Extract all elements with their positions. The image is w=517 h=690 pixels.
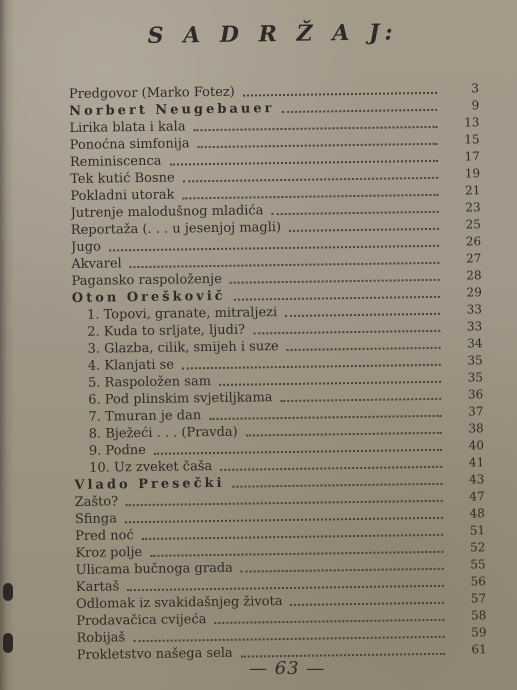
toc-entry-label: Pagansko raspoloženje bbox=[71, 271, 222, 289]
toc-entry-label: Oton Oreškovič bbox=[71, 288, 226, 306]
toc-leader-dots bbox=[253, 329, 440, 334]
toc-leader-dots bbox=[154, 448, 442, 454]
toc-entry-label: 8. Bježeći . . . (Pravda) bbox=[88, 424, 238, 442]
toc-page-number: 52 bbox=[469, 540, 486, 555]
toc-page-number: 47 bbox=[469, 489, 485, 504]
toc-leader-dots bbox=[183, 193, 439, 199]
toc-leader-dots bbox=[214, 618, 444, 623]
toc-leader-dots bbox=[169, 159, 437, 165]
toc-leader-dots bbox=[109, 244, 439, 251]
toc-page-number: 3 bbox=[471, 81, 480, 96]
toc-page-number: 33 bbox=[466, 319, 483, 334]
toc-entry-label: 9. Podne bbox=[88, 442, 147, 459]
toc-entry-label: 2. Kuda to srljate, ljudi? bbox=[87, 322, 246, 340]
toc-leader-dots bbox=[219, 380, 441, 385]
toc-entry-label: Prodavačica cvijeća bbox=[76, 612, 207, 629]
toc-page-number: 41 bbox=[468, 455, 485, 470]
toc-leader-dots bbox=[194, 125, 438, 130]
toc-page-number: 38 bbox=[468, 421, 484, 436]
toc-leader-dots bbox=[243, 91, 437, 96]
toc-page-number: 57 bbox=[470, 591, 487, 606]
toc-leader-dots bbox=[285, 312, 440, 316]
ink-mark bbox=[3, 583, 13, 601]
toc-leader-dots bbox=[246, 431, 442, 436]
toc-entry-label: Prokletstvo našega sela bbox=[76, 645, 233, 663]
toc-leader-dots bbox=[125, 516, 443, 522]
toc-entry-label: 4. Klanjati se bbox=[87, 357, 175, 374]
toc-page-number: 55 bbox=[470, 557, 486, 572]
toc-entry-label: 7. Tmuran je dan bbox=[88, 408, 202, 425]
toc-page-number: 28 bbox=[466, 268, 482, 283]
toc-page-number: 43 bbox=[469, 472, 485, 487]
toc-page-number: 37 bbox=[468, 404, 484, 419]
toc-page-number: 15 bbox=[464, 132, 480, 147]
toc-entry-label: Norbert Neugebauer bbox=[69, 101, 275, 119]
toc-page-number: 33 bbox=[466, 302, 483, 317]
toc-entry-label: Jutrenje malodušnog mladića bbox=[70, 203, 264, 221]
toc-leader-dots bbox=[230, 278, 440, 283]
toc-entry-label: Odlomak iz svakidašnjeg života bbox=[76, 594, 283, 612]
table-of-contents bbox=[68, 18, 487, 664]
toc-page-number: 21 bbox=[464, 183, 481, 198]
toc-entry-label: Predgovor (Marko Fotez) bbox=[68, 84, 235, 102]
toc-leader-dots bbox=[280, 397, 441, 401]
toc-list bbox=[69, 80, 487, 664]
toc-page-number: 48 bbox=[469, 506, 485, 521]
toc-leader-dots bbox=[183, 176, 438, 182]
toc-leader-dots bbox=[150, 550, 443, 556]
toc-page-number: 9 bbox=[471, 98, 480, 113]
toc-page-number: 23 bbox=[465, 200, 481, 215]
toc-leader-dots bbox=[289, 227, 439, 231]
toc-entry-label: Ulicama bučnoga grada bbox=[75, 560, 233, 578]
toc-page-number: 13 bbox=[464, 115, 480, 130]
toc-leader-dots bbox=[271, 210, 438, 214]
ink-mark bbox=[3, 633, 13, 653]
toc-entry-label: 10. Uz zveket čaša bbox=[89, 459, 213, 476]
toc-leader-dots bbox=[198, 142, 438, 147]
toc-entry-label: 3. Glazba, cilik, smijeh i suze bbox=[87, 339, 279, 357]
toc-leader-dots bbox=[126, 499, 443, 505]
toc-entry-label: Zašto? bbox=[74, 494, 119, 510]
toc-leader-dots bbox=[209, 414, 441, 419]
toc-entry-label: Kartaš bbox=[75, 579, 120, 595]
toc-page-number: 35 bbox=[467, 353, 483, 368]
toc-entry-label: 1. Topovi, granate, mitraljezi bbox=[86, 305, 278, 323]
toc-entry-label: Reminiscenca bbox=[69, 153, 162, 170]
toc-leader-dots bbox=[127, 584, 444, 590]
toc-page-number: 29 bbox=[466, 285, 482, 300]
page-footer-number: — 63 — bbox=[249, 658, 326, 679]
toc-page-number: 19 bbox=[464, 166, 481, 181]
toc-leader-dots bbox=[133, 635, 444, 641]
toc-leader-dots bbox=[182, 363, 441, 369]
toc-page-number: 40 bbox=[468, 438, 485, 453]
toc-entry-label: 6. Pod plinskim svjetiljkama bbox=[88, 390, 273, 408]
toc-page-number: 61 bbox=[471, 642, 487, 657]
toc-page-number: 51 bbox=[469, 523, 486, 538]
toc-leader-dots bbox=[233, 482, 443, 487]
toc-leader-dots bbox=[287, 346, 441, 350]
toc-leader-dots bbox=[241, 652, 445, 657]
toc-leader-dots bbox=[142, 533, 443, 539]
toc-page-number: 26 bbox=[465, 234, 482, 249]
toc-page-number: 27 bbox=[465, 251, 482, 266]
toc-leader-dots bbox=[291, 601, 445, 605]
toc-entry-label: Jugo bbox=[71, 239, 101, 255]
page-title: S A D R Ž A J: bbox=[147, 19, 399, 49]
toc-page-number: 25 bbox=[465, 217, 481, 232]
toc-page-number: 34 bbox=[467, 336, 483, 351]
toc-leader-dots bbox=[220, 465, 442, 470]
toc-entry-label: Tek kutić Bosne bbox=[70, 170, 175, 187]
toc-leader-dots bbox=[282, 108, 437, 112]
toc-page-number: 56 bbox=[470, 574, 486, 589]
toc-entry-label: Pred noć bbox=[75, 528, 134, 544]
toc-page-number: 17 bbox=[464, 149, 480, 164]
toc-leader-dots bbox=[130, 261, 440, 267]
toc-entry-label: Ponoćna simfonija bbox=[69, 136, 190, 153]
toc-leader-dots bbox=[234, 295, 440, 300]
toc-entry-label: 5. Raspoložen sam bbox=[87, 374, 212, 391]
toc-page-number: 59 bbox=[471, 625, 487, 640]
toc-entry-label: Pokladni utorak bbox=[70, 187, 175, 204]
toc-entry-label: Kroz polje bbox=[75, 545, 143, 561]
toc-leader-dots bbox=[241, 567, 444, 572]
toc-entry-label: Robijaš bbox=[76, 630, 126, 646]
toc-entry-label: Vlado Presečki bbox=[74, 475, 225, 493]
toc-page-number: 58 bbox=[470, 608, 487, 623]
toc-entry-label: Akvarel bbox=[71, 256, 122, 272]
toc-entry-label: Lirika blata i kala bbox=[69, 119, 186, 136]
toc-page-number: 36 bbox=[467, 387, 484, 402]
toc-entry-label: Reportaža (. . . u jesenjoj magli) bbox=[70, 220, 282, 238]
toc-entry-label: Sfinga bbox=[74, 511, 118, 527]
toc-page-number: 35 bbox=[467, 370, 484, 385]
